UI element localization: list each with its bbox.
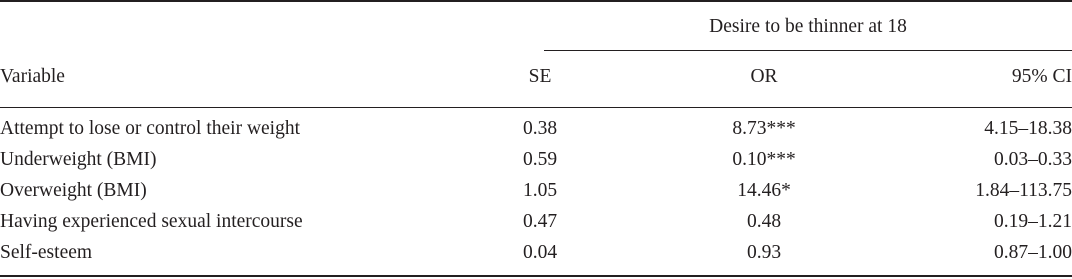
column-group-rule <box>544 50 1072 51</box>
table-row <box>0 211 1072 235</box>
row-ci: 0.87–1.00 <box>994 242 1072 263</box>
table-row <box>0 149 1072 173</box>
row-or: 0.10*** <box>732 149 796 170</box>
table-top-rule <box>0 0 1072 2</box>
row-or: 0.48 <box>746 211 782 232</box>
row-or: 8.73*** <box>732 118 796 139</box>
row-or: 0.93 <box>746 242 782 263</box>
row-variable: Underweight (BMI) <box>0 149 157 170</box>
header-or: OR <box>750 66 778 87</box>
row-ci: 0.03–0.33 <box>994 149 1072 170</box>
table-row <box>0 180 1072 204</box>
table-bottom-rule <box>0 275 1072 277</box>
column-group-header: Desire to be thinner at 18 <box>709 16 907 37</box>
row-ci: 1.84–113.75 <box>975 180 1072 201</box>
row-se: 0.04 <box>522 242 558 263</box>
row-ci: 4.15–18.38 <box>984 118 1072 139</box>
header-se: SE <box>528 66 552 87</box>
row-ci: 0.19–1.21 <box>994 211 1072 232</box>
row-variable: Overweight (BMI) <box>0 180 147 201</box>
header-variable: Variable <box>0 66 65 87</box>
table-row <box>0 118 1072 142</box>
row-variable: Having experienced sexual intercourse <box>0 211 303 232</box>
row-se: 0.47 <box>522 211 558 232</box>
row-se: 0.59 <box>522 149 558 170</box>
table-row <box>0 242 1072 266</box>
row-or: 14.46* <box>737 180 791 201</box>
row-se: 0.38 <box>522 118 558 139</box>
row-se: 1.05 <box>522 180 558 201</box>
header-rule <box>0 107 1072 108</box>
row-variable: Attempt to lose or control their weight <box>0 118 301 139</box>
row-variable: Self-esteem <box>0 242 93 263</box>
header-ci: 95% CI <box>1011 66 1072 87</box>
